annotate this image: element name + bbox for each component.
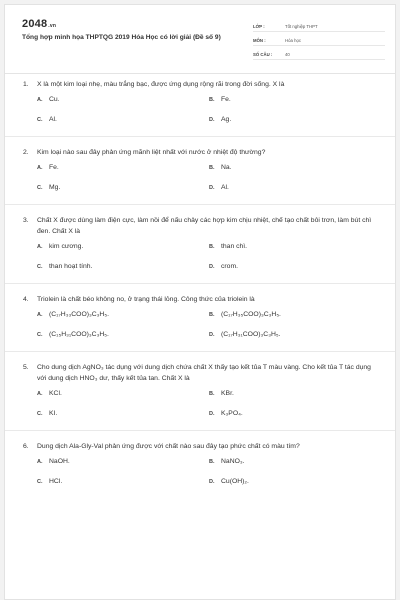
meta-key: LỚP : bbox=[253, 24, 265, 29]
option-text: Fe. bbox=[49, 164, 59, 171]
option-text: Cu. bbox=[49, 96, 60, 103]
option-letter: D. bbox=[209, 117, 215, 123]
option-a[interactable] bbox=[37, 96, 209, 116]
option-letter: C. bbox=[37, 264, 43, 270]
option-letter: A. bbox=[37, 459, 43, 465]
question-text bbox=[23, 215, 381, 237]
question-separator bbox=[5, 430, 395, 431]
option-d[interactable] bbox=[209, 116, 381, 136]
option-letter: D. bbox=[209, 479, 215, 485]
question-number: 6. bbox=[23, 443, 29, 450]
question-number: 4. bbox=[23, 296, 29, 303]
answer-options bbox=[37, 243, 381, 283]
question-text bbox=[23, 362, 381, 384]
question-body: Kim loại nào sau đây phản ứng mãnh liệt nhất với nước ở nhiệt độ thường? bbox=[37, 149, 266, 156]
question-4 bbox=[5, 294, 395, 351]
question-separator bbox=[5, 351, 395, 352]
question-separator bbox=[5, 283, 395, 284]
option-letter: C. bbox=[37, 117, 43, 123]
question-3 bbox=[5, 215, 395, 283]
question-list bbox=[5, 79, 395, 498]
question-6 bbox=[5, 441, 395, 498]
option-text: kim cương. bbox=[49, 243, 84, 250]
question-2 bbox=[5, 147, 395, 204]
answer-options bbox=[37, 96, 381, 136]
option-c[interactable] bbox=[37, 331, 209, 351]
option-letter: B. bbox=[209, 165, 215, 171]
option-text: (C₁₅H₃₁COO)₃C₃H₅. bbox=[49, 331, 109, 338]
option-text: Fe. bbox=[221, 96, 231, 103]
option-text: K₃PO₄. bbox=[221, 410, 243, 417]
option-letter: D. bbox=[209, 185, 215, 191]
question-number: 1. bbox=[23, 81, 29, 88]
option-text: NaNO₃. bbox=[221, 458, 245, 465]
option-b[interactable] bbox=[209, 311, 381, 331]
meta-row-class bbox=[253, 18, 385, 32]
option-letter: C. bbox=[37, 332, 43, 338]
option-b[interactable] bbox=[209, 458, 381, 478]
meta-row-count bbox=[253, 46, 385, 60]
question-number: 2. bbox=[23, 149, 29, 156]
option-text: Al. bbox=[49, 116, 57, 123]
question-separator bbox=[5, 204, 395, 205]
answer-options bbox=[37, 390, 381, 430]
answer-options bbox=[37, 458, 381, 498]
option-letter: D. bbox=[209, 411, 215, 417]
question-body: Triolein là chất béo không no, ở trạng thái lỏng. Công thức của triolein là bbox=[37, 296, 255, 303]
option-text: Al. bbox=[221, 184, 229, 191]
meta-row-subject bbox=[253, 32, 385, 46]
question-text bbox=[23, 294, 381, 305]
option-letter: C. bbox=[37, 411, 43, 417]
document-page bbox=[4, 4, 396, 600]
option-text: Na. bbox=[221, 164, 232, 171]
question-number: 5. bbox=[23, 364, 29, 371]
meta-key: MÔN : bbox=[253, 38, 266, 43]
option-text: KCl. bbox=[49, 390, 62, 397]
option-letter: A. bbox=[37, 391, 43, 397]
option-d[interactable] bbox=[209, 184, 381, 204]
question-1 bbox=[5, 79, 395, 136]
question-body: Chất X được dùng làm điện cực, làm nồi để nấu chảy các hợp kim chịu nhiệt, chế tạo chất bôi trơn, làm bút chì đen. Chất X là bbox=[37, 217, 372, 235]
question-separator bbox=[5, 136, 395, 137]
option-letter: B. bbox=[209, 391, 215, 397]
option-text: (C₁₇H₃₃COO)₃C₃H₅. bbox=[49, 311, 109, 318]
meta-value: 40 bbox=[285, 52, 290, 57]
option-a[interactable] bbox=[37, 243, 209, 263]
option-text: HCl. bbox=[49, 478, 63, 485]
option-c[interactable] bbox=[37, 478, 209, 498]
answer-options bbox=[37, 311, 381, 351]
option-text: Cu(OH)₂. bbox=[221, 478, 249, 485]
option-letter: B. bbox=[209, 459, 215, 465]
option-text: Mg. bbox=[49, 184, 61, 191]
option-text: Ag. bbox=[221, 116, 232, 123]
question-body: Cho dung dịch AgNO₃ tác dụng với dung dịch chứa chất X thấy tạo kết tủa T màu vàng. Cho kết tủa T tác dụng với dung dịch HNO₃ dư, thấy kết tủa tan. Chất X là bbox=[37, 364, 371, 382]
option-letter: C. bbox=[37, 185, 43, 191]
option-text: than hoạt tính. bbox=[49, 263, 93, 270]
meta-value: Hóa học bbox=[285, 38, 302, 43]
option-letter: D. bbox=[209, 264, 215, 270]
option-letter: B. bbox=[209, 97, 215, 103]
question-text bbox=[23, 79, 381, 90]
option-text: than chì. bbox=[221, 243, 248, 250]
answer-options bbox=[37, 164, 381, 204]
site-logo[interactable] bbox=[22, 18, 56, 30]
option-a[interactable] bbox=[37, 390, 209, 410]
option-b[interactable] bbox=[209, 390, 381, 410]
option-letter: A. bbox=[37, 312, 43, 318]
option-text: NaOH. bbox=[49, 458, 70, 465]
page-title: Tổng hợp minh họa THPTQG 2019 Hóa Học có lời giải (Đề số 9) bbox=[22, 34, 221, 41]
question-number: 3. bbox=[23, 217, 29, 224]
question-text bbox=[23, 441, 381, 452]
question-5 bbox=[5, 362, 395, 430]
option-letter: D. bbox=[209, 332, 215, 338]
option-letter: A. bbox=[37, 244, 43, 250]
logo-text: 2048 bbox=[22, 18, 48, 30]
logo-tld: .vn bbox=[48, 23, 57, 29]
option-a[interactable] bbox=[37, 458, 209, 478]
document-header bbox=[5, 5, 395, 67]
option-b[interactable] bbox=[209, 96, 381, 116]
option-c[interactable] bbox=[37, 116, 209, 136]
option-text: (C₁₇H₃₁COO)₃C₃H₅. bbox=[221, 331, 281, 338]
option-text: crom. bbox=[221, 263, 238, 270]
option-d[interactable] bbox=[209, 331, 381, 351]
option-letter: A. bbox=[37, 165, 43, 171]
option-d[interactable] bbox=[209, 478, 381, 498]
option-c[interactable] bbox=[37, 410, 209, 430]
question-text bbox=[23, 147, 381, 158]
option-letter: B. bbox=[209, 244, 215, 250]
question-body: Dung dịch Ala-Gly-Val phản ứng được với chất nào sau đây tạo phức chất có màu tím? bbox=[37, 443, 300, 450]
option-c[interactable] bbox=[37, 263, 209, 283]
option-letter: B. bbox=[209, 312, 215, 318]
meta-value: Tốt nghiệp THPT bbox=[285, 24, 318, 29]
header-divider bbox=[5, 73, 395, 74]
option-text: KI. bbox=[49, 410, 58, 417]
option-c[interactable] bbox=[37, 184, 209, 204]
option-a[interactable] bbox=[37, 164, 209, 184]
option-b[interactable] bbox=[209, 164, 381, 184]
option-text: KBr. bbox=[221, 390, 234, 397]
option-letter: C. bbox=[37, 479, 43, 485]
option-a[interactable] bbox=[37, 311, 209, 331]
option-b[interactable] bbox=[209, 243, 381, 263]
meta-key: SỐ CÂU : bbox=[253, 52, 273, 57]
option-d[interactable] bbox=[209, 410, 381, 430]
option-letter: A. bbox=[37, 97, 43, 103]
option-d[interactable] bbox=[209, 263, 381, 283]
option-text: (C₁₇H₃₅COO)₃C₃H₅. bbox=[221, 311, 281, 318]
exam-meta bbox=[253, 18, 385, 60]
question-body: X là một kim loại nhẹ, màu trắng bạc, được ứng dụng rộng rãi trong đời sống. X là bbox=[37, 81, 285, 88]
